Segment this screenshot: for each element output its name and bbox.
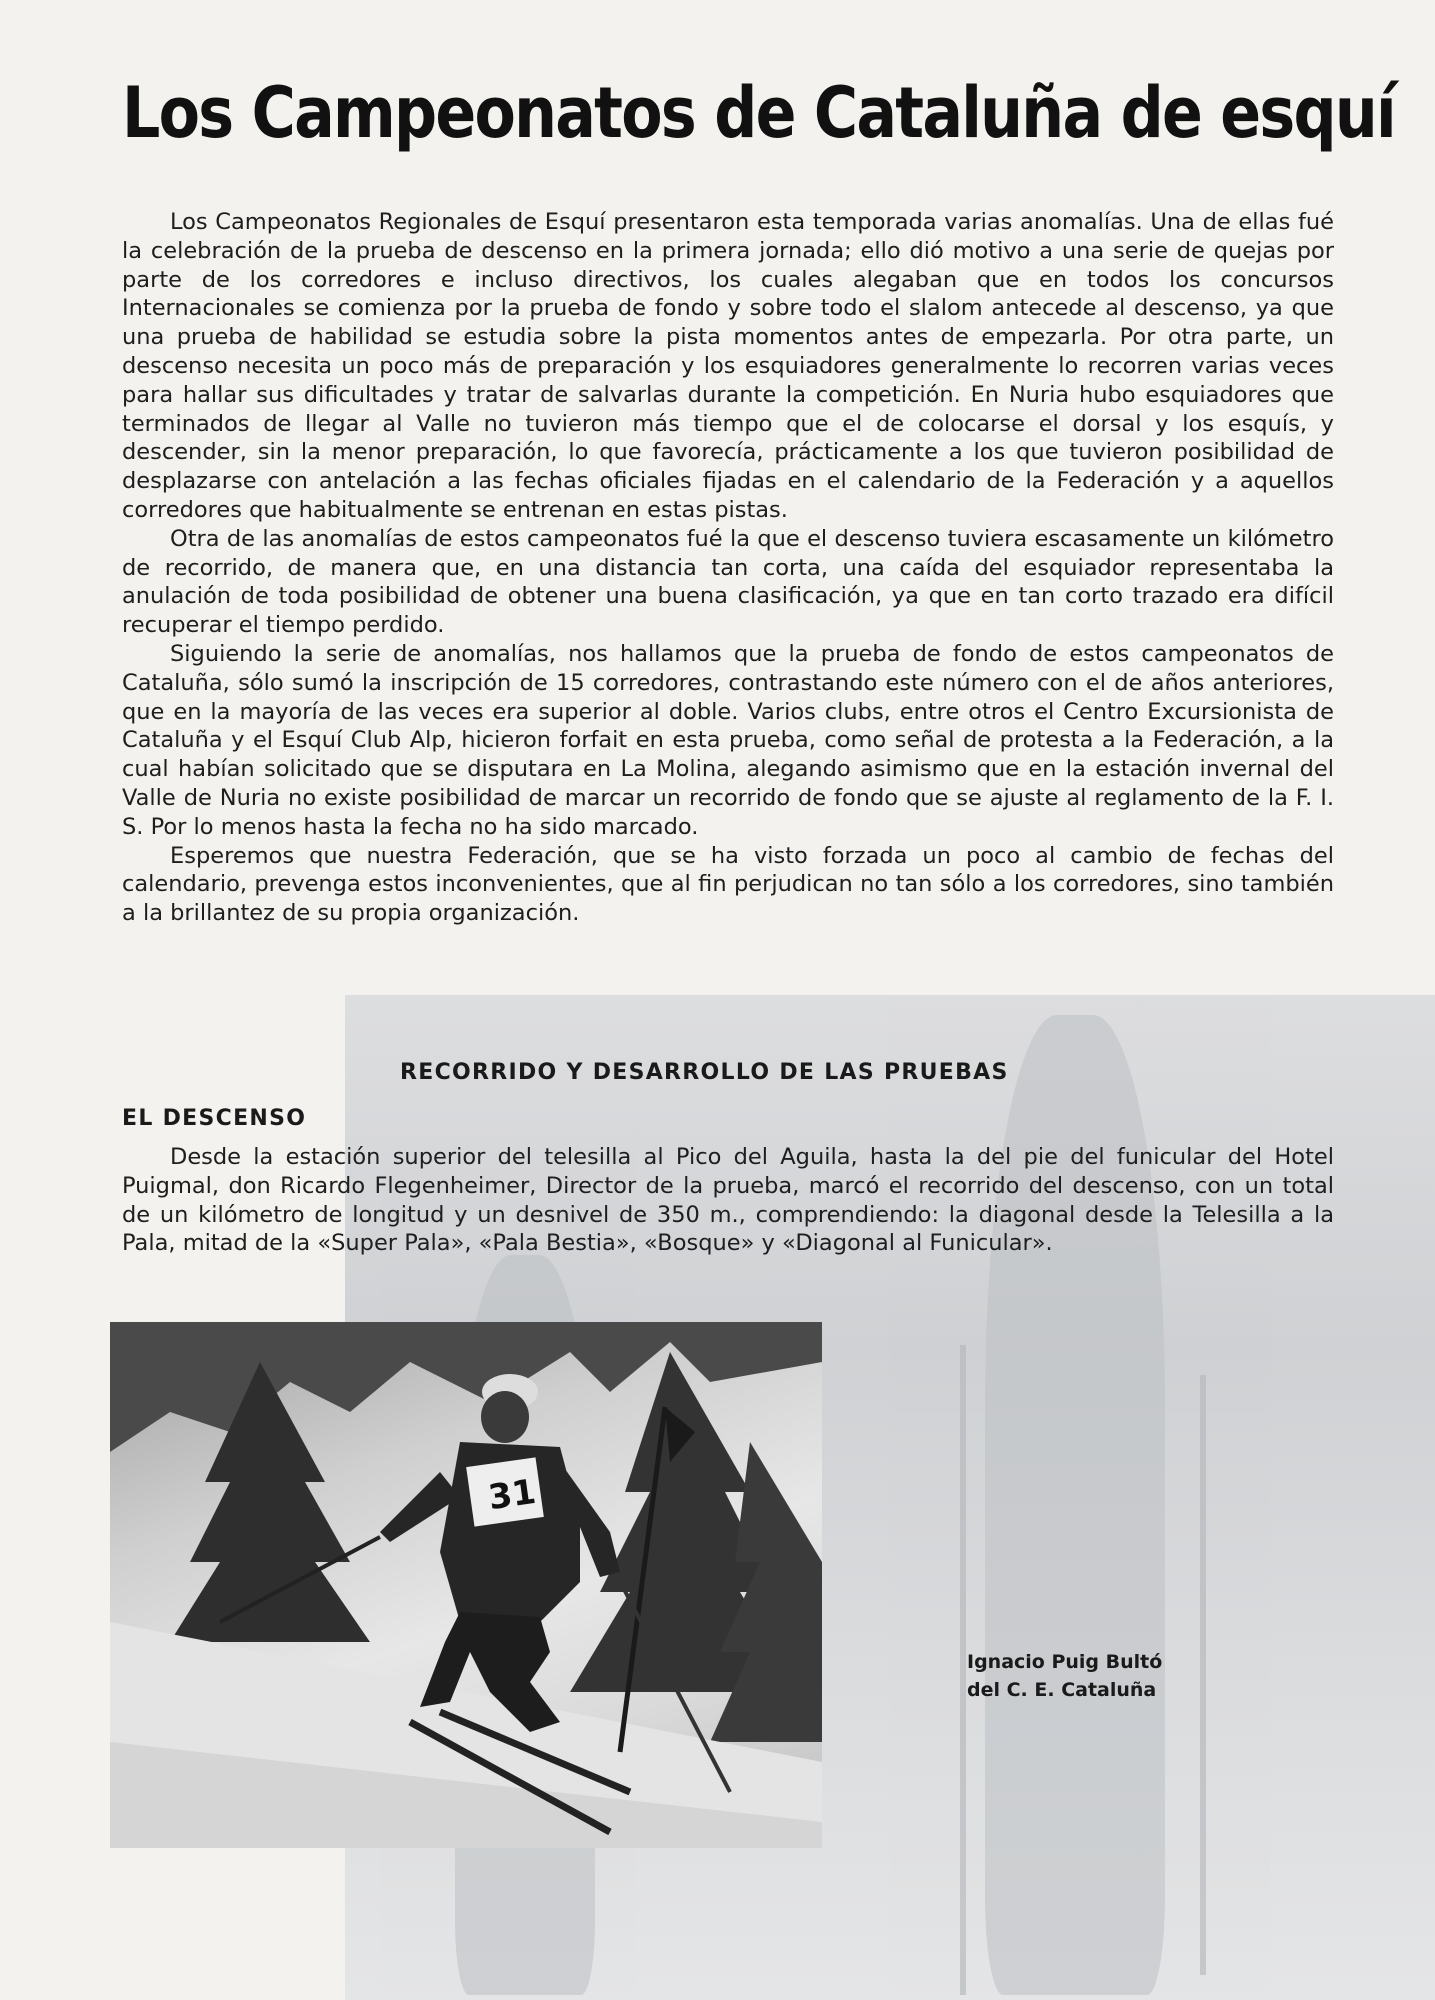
section-heading: RECORRIDO Y DESARROLLO DE LAS PRUEBAS: [400, 1060, 1009, 1085]
photo-caption: [967, 1648, 1162, 1704]
paragraph: Los Campeonatos Regionales de Esquí presentaron esta temporada varias anomalías. Una de ellas fué la celebración de la prueba de descenso en la primera jornada; ello dió motivo a una serie de quejas por parte de los corredores e incluso directivos, los cuales alegaban que en todos los concursos Internacionales se comienza por la prueba de fondo y sobre todo el slalom antecede al descenso, ya que una prueba de habilidad se estudia sobre la pista momentos antes de empezarla. Por otra parte, un descenso necesita un poco más de preparación y los esquiadores generalmente lo recorren varias veces para hallar sus dificultades y tratar de salvarlas durante la competición. En Nuria hubo esquiadores que terminados de llegar al Valle no tuvieron más tiempo que el de colocarse el dorsal y los esquís, y descender, sin la menor preparación, lo que favorecía, prácticamente a los que tuvieron posibilidad de desplazarse con antelación a las fechas oficiales fijadas en el calendario de la Federación y a aquellos corredores que habitualmente se entrenan en estas pistas.: [122, 209, 1334, 523]
skier-photo: [110, 1322, 822, 1848]
caption-club: del C. E. Cataluña: [967, 1679, 1157, 1701]
page-title: Los Campeonatos de Cataluña de esquí: [122, 72, 1395, 154]
intro-text: [122, 208, 1334, 928]
paragraph: Desde la estación superior del telesilla al Pico del Aguila, hasta la del pie del funicular del Hotel Puigmal, don Ricardo Flegenheimer, Director de la prueba, marcó el recorrido del descenso, con un total de un kilómetro de longitud y un desnivel de 350 m., comprendiendo: la diagonal desde la Telesilla a la Pala, mitad de la «Super Pala», «Pala Bestia», «Bosque» y «Diagonal al Funicular».: [122, 1144, 1334, 1257]
paragraph: Esperemos que nuestra Federación, que se ha visto forzada un poco al cambio de fechas del calendario, prevenga estos inconvenientes, que al fin perjudican no tan sólo a los corredores, sino también a la brillantez de su propia organización.: [122, 842, 1334, 927]
paragraph: Otra de las anomalías de estos campeonatos fué la que el descenso tuviera escasamente un kilómetro de recorrido, de manera que, en una distancia tan corta, una caída del esquiador representaba la anulación de toda posibilidad de obtener una buena clasificación, ya que en tan corto trazado era difícil recuperar el tiempo perdido.: [122, 525, 1334, 639]
skier-illustration: [110, 1322, 822, 1848]
bib-number: 31: [485, 1471, 539, 1519]
paragraph: Siguiendo la serie de anomalías, nos hallamos que la prueba de fondo de estos campeonatos de Cataluña, sólo sumó la inscripción de 15 corredores, contrastando este número con el de años anteriores, que en la mayoría de las veces era superior al doble. Varios clubs, entre otros el Centro Excursionista de Cataluña y el Esquí Club Alp, hicieron forfait en esta prueba, como señal de protesta a la Federación, a la cual habían solicitado que se disputara en La Molina, alegando asimismo que en la estación invernal del Valle de Nuria no existe posibilidad de marcar un recorrido de fondo que se ajuste al reglamento de la F. I. S. Por lo menos hasta la fecha no ha sido marcado.: [122, 640, 1334, 840]
subheading: EL DESCENSO: [122, 1106, 307, 1131]
caption-name: Ignacio Puig Bultó: [967, 1651, 1163, 1673]
descenso-text: [122, 1143, 1334, 1258]
